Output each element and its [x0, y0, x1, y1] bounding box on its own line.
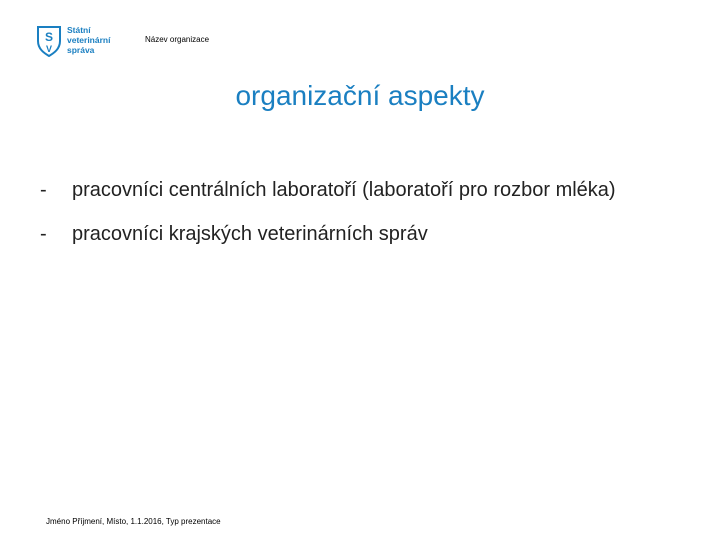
organization-name: Název organizace: [145, 35, 210, 44]
bullet-marker: -: [40, 179, 47, 201]
shield-icon: [36, 25, 62, 57]
logo-line: správa: [67, 45, 95, 55]
svg-text:V: V: [45, 44, 53, 54]
bullet-list: [40, 178, 680, 266]
bullet-item: [40, 178, 680, 202]
bullet-marker: -: [40, 223, 47, 245]
logo-line: Státní: [67, 25, 91, 35]
logo-line: veterinární: [67, 35, 111, 45]
svg-text:S: S: [44, 30, 54, 44]
slide-title: organizační aspekty: [235, 80, 485, 111]
bullet-item: [40, 222, 680, 246]
footer: Jméno Příjmení, Místo, 1.1.2016, Typ prezentace: [46, 517, 221, 526]
bullet-text: pracovníci centrálních laboratoří (laboratoří pro rozbor mléka): [72, 179, 616, 201]
logo: [36, 25, 110, 57]
bullet-text: pracovníci krajských veterinárních správ: [72, 223, 428, 245]
